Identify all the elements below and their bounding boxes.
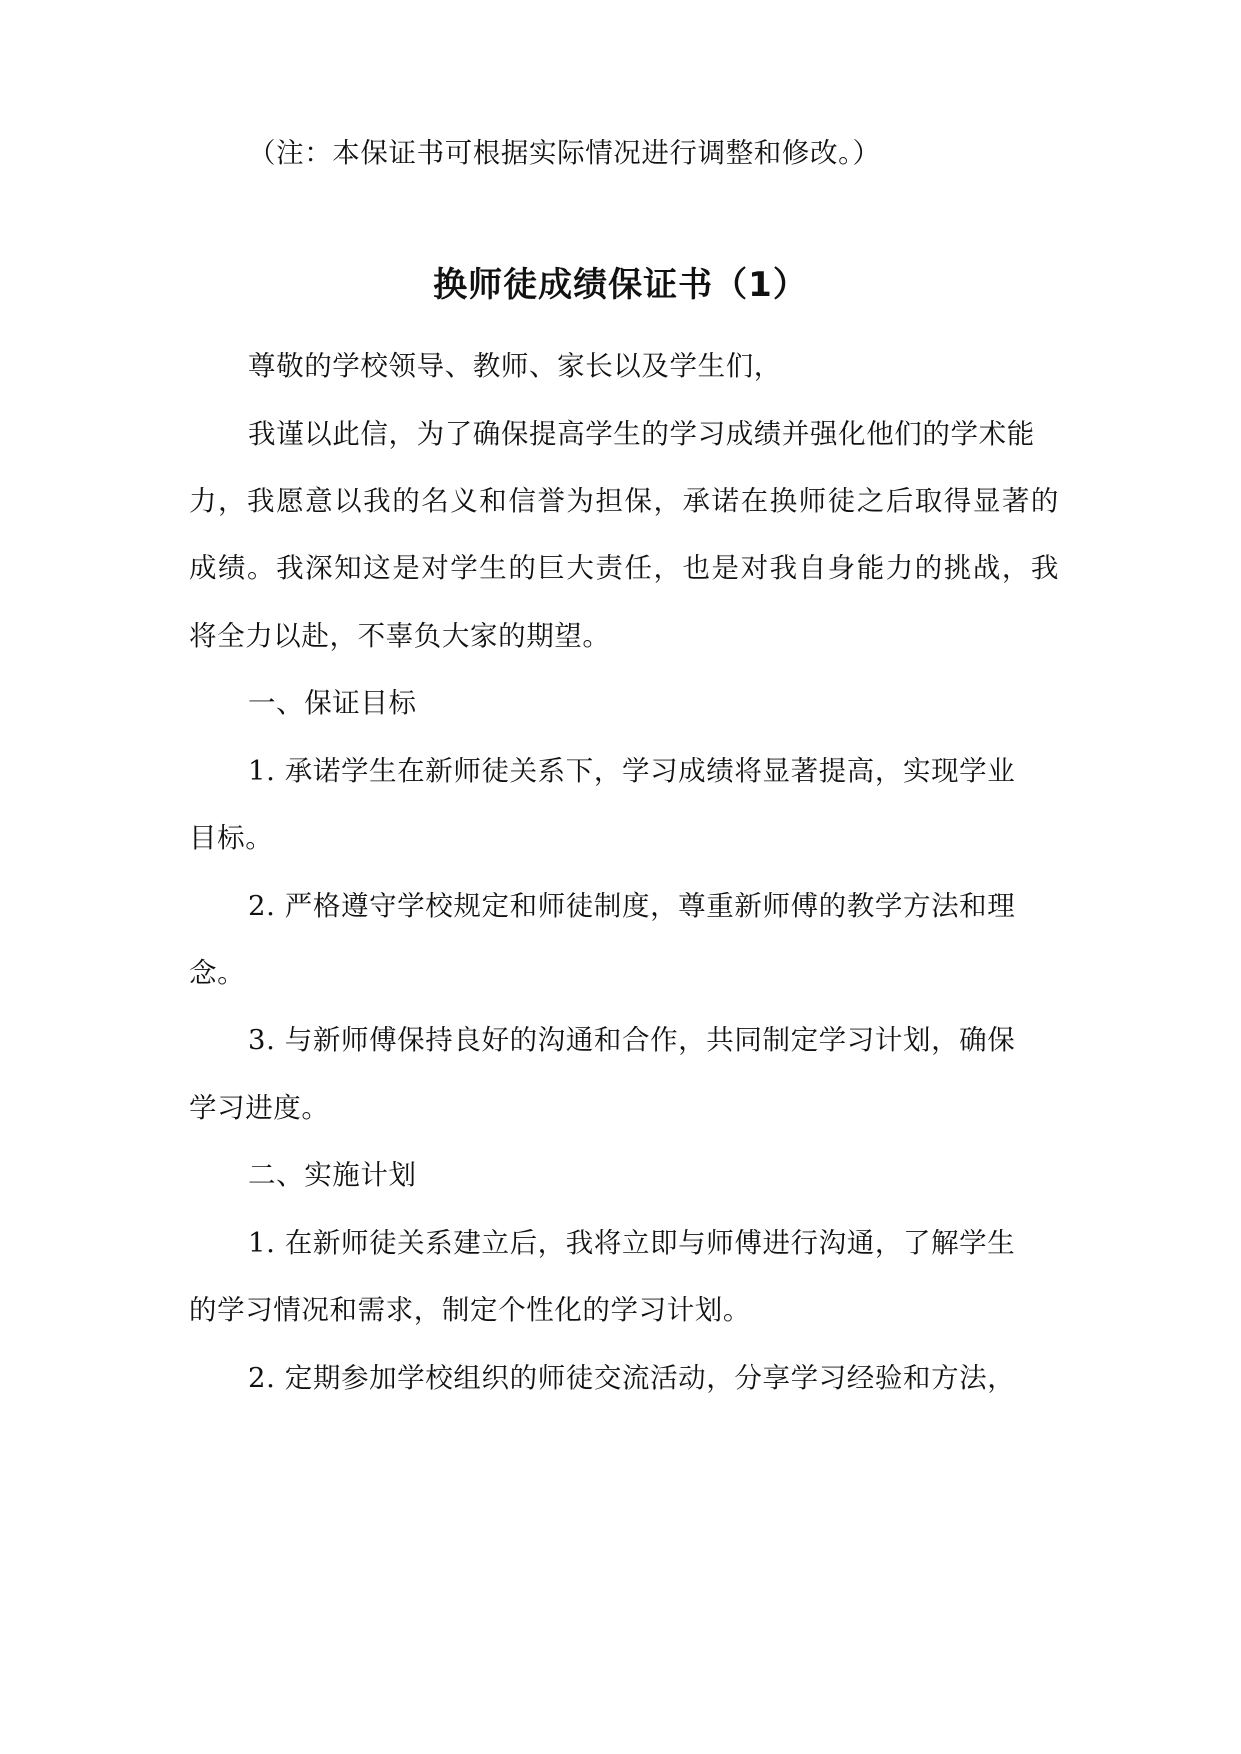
goal-item-3-line-2: 学习进度。 bbox=[189, 1092, 330, 1124]
goal-item-3-line-1: 3. 与新师傅保持良好的沟通和合作，共同制定学习计划，确保 bbox=[248, 1024, 1016, 1056]
goal-item-2-line-1: 2. 严格遵守学校规定和师徒制度，尊重新师傅的教学方法和理 bbox=[248, 890, 1016, 922]
document-note: （注：本保证书可根据实际情况进行调整和修改。） bbox=[248, 137, 881, 169]
section-heading-goals: 一、保证目标 bbox=[248, 687, 417, 719]
intro-line: 成绩。我深知这是对学生的巨大责任，也是对我自身能力的挑战，我 bbox=[189, 552, 1059, 584]
plan-item-2-line-1: 2. 定期参加学校组织的师徒交流活动，分享学习经验和方法， bbox=[248, 1362, 1016, 1394]
intro-line: 力，我愿意以我的名义和信誉为担保，承诺在换师徒之后取得显著的 bbox=[189, 485, 1059, 517]
goal-item-1-line-1: 1. 承诺学生在新师徒关系下，学习成绩将显著提高，实现学业 bbox=[248, 755, 1016, 787]
plan-item-1-line-2: 的学习情况和需求，制定个性化的学习计划。 bbox=[189, 1294, 751, 1326]
document-title: 换师徒成绩保证书（1） bbox=[433, 265, 808, 305]
intro-line: 将全力以赴，不辜负大家的期望。 bbox=[189, 620, 611, 652]
intro-line: 我谨以此信，为了确保提高学生的学习成绩并强化他们的学术能 bbox=[248, 418, 1035, 450]
plan-item-1-line-1: 1. 在新师徒关系建立后，我将立即与师傅进行沟通，了解学生 bbox=[248, 1227, 1016, 1259]
section-heading-plan: 二、实施计划 bbox=[248, 1159, 417, 1191]
goal-item-2-line-2: 念。 bbox=[189, 957, 246, 989]
goal-item-1-line-2: 目标。 bbox=[189, 822, 274, 854]
salutation: 尊敬的学校领导、教师、家长以及学生们， bbox=[248, 350, 782, 382]
